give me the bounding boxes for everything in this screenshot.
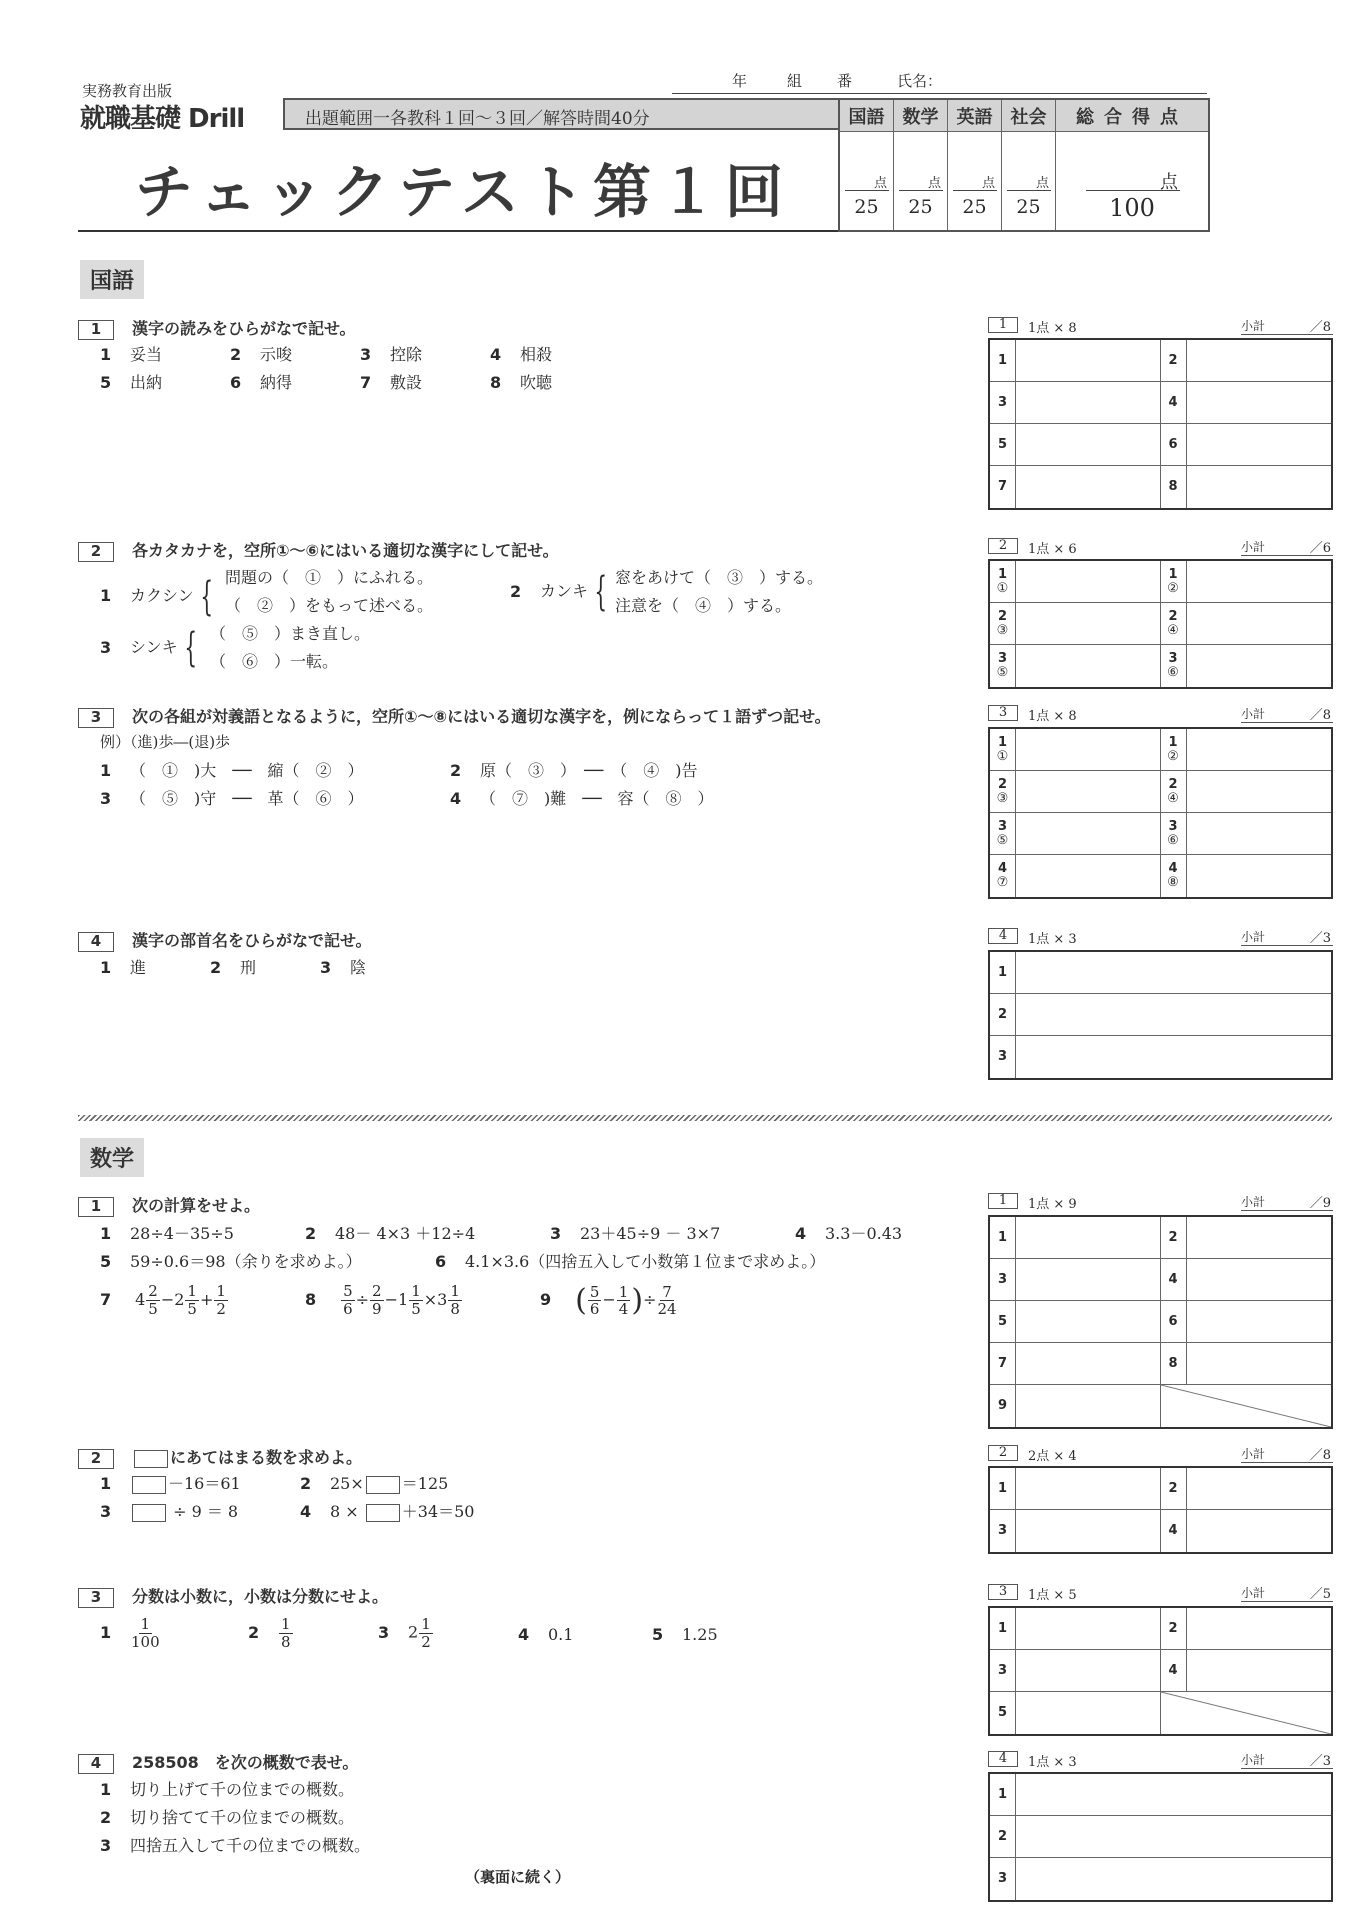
answer-input[interactable]: [1016, 340, 1161, 382]
max-score: 25: [1016, 196, 1041, 218]
answer-input[interactable]: [1187, 424, 1332, 466]
question-prompt: 漢字の読みをひらがなで記せ。: [132, 319, 356, 338]
math-expression: ( $\frac{5}{6}$ − $\frac{1}{4}$ )÷ $\frac{7}{24}$: [575, 1282, 677, 1318]
max-score: 25: [962, 196, 987, 218]
score-header-shakai: 社会: [1002, 100, 1056, 132]
answer-input[interactable]: [1016, 1510, 1161, 1552]
answer-input[interactable]: [1187, 771, 1332, 813]
publisher-name: 実務教育出版: [82, 82, 173, 100]
answer-input[interactable]: [1016, 424, 1161, 466]
list-item: 3 控除: [360, 345, 423, 364]
answer-input[interactable]: [1016, 1774, 1331, 1816]
list-item: 2 $\frac{1}{8}$: [248, 1615, 291, 1651]
answer-input[interactable]: [1016, 1301, 1161, 1343]
blank-box: [132, 1504, 166, 1522]
blank-box: [132, 1476, 166, 1494]
answer-input[interactable]: [1187, 1259, 1332, 1301]
answer-input[interactable]: [1187, 1343, 1332, 1385]
question-prompt: 分数は小数に，小数は分数にせよ。: [132, 1587, 389, 1606]
year-label: 年: [732, 72, 748, 90]
score-header-kokugo: 国語: [840, 100, 894, 132]
question-prompt: 次の計算をせよ。: [132, 1196, 261, 1215]
question-heading: [78, 1750, 358, 1774]
unit-label: 点: [1035, 176, 1049, 191]
list-item: 3 23＋45÷9 － 3×7: [550, 1224, 721, 1243]
question-number: 1: [78, 320, 114, 340]
section-divider: [78, 1115, 1332, 1121]
fraction: $\frac{1}{100}$: [131, 1615, 160, 1651]
answer-input[interactable]: [1187, 645, 1332, 687]
score-cell-sugaku[interactable]: [894, 132, 948, 230]
answer-input[interactable]: [1187, 855, 1332, 897]
list-item: 2 刑: [210, 958, 257, 977]
list-item: 1 切り上げて千の位までの概数。: [100, 1780, 355, 1799]
answer-header: 4 1点 × 3 小計 ／3: [988, 1751, 1333, 1769]
list-item: 7 4 $\frac{2}{5}$ −2 $\frac{1}{5}$ + $\frac{1}{2}$: [100, 1283, 229, 1317]
score-cell-kokugo[interactable]: [840, 132, 894, 230]
answer-input[interactable]: [1016, 603, 1161, 645]
score-header-total: 総合得点: [1056, 100, 1208, 132]
unit-label: 点: [873, 176, 887, 191]
list-item: 1 妥当: [100, 345, 163, 364]
blank-cell: [1161, 1692, 1332, 1734]
answer-input[interactable]: [1016, 561, 1161, 603]
list-item: 9 ( $\frac{5}{6}$ − $\frac{1}{4}$ )÷ $\frac{7}{24}$: [540, 1282, 677, 1318]
list-item: 8 $\frac{5}{6}$ ÷ $\frac{2}{9}$ −1 $\frac{1}{5}$ ×3 $\frac{1}{8}$: [305, 1283, 463, 1317]
score-cell-total[interactable]: [1056, 132, 1208, 230]
question-prompt: 各カタカナを，空所①～⑥にはいる適切な漢字にして記せ。: [132, 541, 559, 560]
brand-logo: 就職基礎 Drill: [80, 104, 245, 134]
list-item: 6 4.1×3.6（四捨五入して小数第１位まで求めよ。）: [435, 1252, 826, 1271]
answer-input[interactable]: [1187, 1650, 1332, 1692]
answer-grid-sugaku-3: 1 2 3 4 5: [988, 1606, 1333, 1736]
list-item: 2 カンキ {: [510, 569, 608, 615]
list-item: 4 8 × ＋34＝50: [300, 1502, 475, 1521]
unit-label: 点: [1160, 172, 1178, 193]
answer-header: 1 1点 × 9 小計 ／9: [988, 1193, 1333, 1211]
answer-input[interactable]: [1016, 1217, 1161, 1259]
score-table: [838, 98, 1210, 232]
max-score: 25: [854, 196, 879, 218]
question-heading: [78, 928, 372, 952]
list-item: 2 25× ＝125: [300, 1474, 449, 1493]
answer-input[interactable]: [1016, 952, 1331, 994]
score-cell-eigo[interactable]: [948, 132, 1002, 230]
example-text: 例）（進)歩―(退)歩: [100, 733, 231, 751]
unit-label: 点: [927, 176, 941, 191]
page-title: チェックテスト第１回: [135, 158, 791, 226]
answer-input[interactable]: [1016, 1650, 1161, 1692]
answer-input[interactable]: [1016, 382, 1161, 424]
fraction: $\frac{1}{8}$: [281, 1615, 291, 1651]
blank-box: [134, 1450, 168, 1468]
answer-grid-sugaku-2: 1 2 3 4: [988, 1466, 1333, 1554]
answer-input[interactable]: [1016, 1036, 1331, 1078]
list-item: 2 48－ 4×3 ＋12÷4: [305, 1224, 476, 1243]
list-item: 4 相殺: [490, 345, 553, 364]
answer-input[interactable]: [1016, 855, 1161, 897]
list-item: 3 2 $\frac{1}{2}$: [378, 1615, 431, 1651]
question-heading: [78, 316, 356, 340]
unit-label: 点: [981, 176, 995, 191]
answer-input[interactable]: [1016, 1343, 1161, 1385]
list-item: 2 示唆: [230, 345, 293, 364]
fraction: $\frac{1}{2}$: [421, 1615, 431, 1651]
answer-input[interactable]: [1016, 466, 1161, 508]
blank-cell: [1161, 1385, 1332, 1427]
list-item: 3 陰: [320, 958, 367, 977]
answer-header: 2 2点 × 4 小計 ／8: [988, 1445, 1333, 1463]
answer-grid-sugaku-1: 1 2 3 4 5 6 7 8 9: [988, 1215, 1333, 1429]
answer-input[interactable]: [1187, 1608, 1332, 1650]
question-heading: [78, 1193, 260, 1217]
answer-header: 4 1点 × 3 小計 ／3: [988, 928, 1333, 946]
list-item: 4 3.3－0.43: [795, 1224, 903, 1243]
list-item: 3 （ ⑤ )守 ── 革（ ⑥ ）: [100, 789, 364, 808]
answer-input[interactable]: [1016, 729, 1161, 771]
answer-header: 2 1点 × 6 小計 ／6: [988, 538, 1333, 556]
list-item: 2 切り捨てて千の位までの概数。: [100, 1808, 355, 1827]
score-header-eigo: 英語: [948, 100, 1002, 132]
answer-grid-sugaku-4: 1 2 3: [988, 1772, 1333, 1902]
answer-input[interactable]: [1187, 603, 1332, 645]
list-item: 8 吹聴: [490, 373, 553, 392]
blank-box: [366, 1476, 400, 1494]
math-expression: 4 $\frac{2}{5}$ −2 $\frac{1}{5}$ + $\frac{1}{2}$: [135, 1282, 226, 1318]
math-expression: $\frac{5}{6}$ ÷ $\frac{2}{9}$ −1 $\frac{1}{5}$ ×3 $\frac{1}{8}$: [343, 1282, 460, 1318]
answer-input[interactable]: [1016, 1259, 1161, 1301]
answer-input[interactable]: [1187, 1510, 1332, 1552]
name-field[interactable]: [672, 70, 1207, 94]
list-item: 1 28÷4－35÷5: [100, 1224, 234, 1243]
continued-note: （裏面に続く）: [465, 1868, 571, 1886]
list-item: 5 59÷0.6＝98（余りを求めよ。）: [100, 1252, 362, 1271]
answer-input[interactable]: [1016, 813, 1161, 855]
answer-input[interactable]: [1187, 1301, 1332, 1343]
answer-grid-kokugo-3: 1 ① 1 ② 2 ③ 2 ④ 3 ⑤ 3 ⑥ 4 ⑦ 4 ⑧: [988, 727, 1333, 899]
answer-input[interactable]: [1016, 645, 1161, 687]
list-item: 3 ÷ 9 ＝ 8: [100, 1502, 239, 1521]
list-item: 5 出納: [100, 373, 163, 392]
question-prompt: 漢字の部首名をひらがなで記せ。: [132, 931, 372, 950]
name-label: 氏名：: [897, 72, 943, 90]
answer-input[interactable]: [1016, 1608, 1161, 1650]
list-item: 4 0.1: [518, 1625, 574, 1644]
question-prompt: 次の各組が対義語となるように，空所①～⑧にはいる適切な漢字を，例にならって１語ずつ記せ。: [132, 707, 831, 726]
question-number: 2: [78, 542, 114, 562]
answer-input[interactable]: [1016, 1692, 1161, 1734]
question-prompt: 258508 を次の概数で表せ。: [132, 1753, 359, 1772]
list-item: 6 納得: [230, 373, 293, 392]
answer-header: 3 1点 × 8 小計 ／8: [988, 705, 1333, 723]
answer-header: 3 1点 × 5 小計 ／5: [988, 1584, 1333, 1602]
answer-input[interactable]: [1016, 994, 1331, 1036]
list-item: 1 （ ① )大 ── 縮（ ② ）: [100, 761, 364, 780]
answer-input[interactable]: [1187, 382, 1332, 424]
class-label: 組: [787, 72, 803, 90]
answer-input[interactable]: [1187, 813, 1332, 855]
answer-input[interactable]: [1016, 1858, 1331, 1900]
question-number: 1: [78, 1197, 114, 1217]
list-item: 1 －16＝61: [100, 1474, 241, 1493]
blank-box: [366, 1504, 400, 1522]
list-item: 3 四捨五入して千の位までの概数。: [100, 1836, 371, 1855]
list-item: 3 シンキ {: [100, 625, 197, 671]
list-item: 4 （ ⑦ )難 ── 容（ ⑧ ）: [450, 789, 714, 808]
question-prompt: にあてはまる数を求めよ。: [170, 1448, 363, 1467]
answer-input[interactable]: [1187, 729, 1332, 771]
question-heading: [78, 1584, 388, 1608]
answer-input[interactable]: [1187, 466, 1332, 508]
question-number: 3: [78, 708, 114, 728]
answer-input[interactable]: [1016, 771, 1161, 813]
scope-bar: 出題範囲一各教科１回～３回／解答時間40分: [283, 98, 843, 130]
answer-input[interactable]: [1187, 340, 1332, 382]
answer-grid-kokugo-2: 1 ① 1 ② 2 ③ 2 ④ 3 ⑤ 3 ⑥: [988, 559, 1333, 689]
max-score: 100: [1109, 194, 1155, 222]
answer-input[interactable]: [1187, 561, 1332, 603]
answer-input[interactable]: [1187, 1468, 1332, 1510]
answer-grid-kokugo-4: 1 2 3: [988, 950, 1333, 1080]
section-tag-kokugo: 国語: [80, 260, 144, 299]
answer-header: 1 1点 × 8 小計 ／8: [988, 317, 1333, 335]
number-label: 番: [837, 72, 853, 90]
list-item: 1 $\frac{1}{100}$: [100, 1615, 160, 1651]
list-item: 2 原（ ③ ） ── （ ④ )告: [450, 761, 698, 780]
score-header-sugaku: 数学: [894, 100, 948, 132]
question-number: 2: [78, 1449, 114, 1469]
answer-input[interactable]: [1187, 1217, 1332, 1259]
section-tag-sugaku: 数学: [80, 1138, 144, 1177]
list-item: 7 敷設: [360, 373, 423, 392]
question-number: 4: [78, 932, 114, 952]
answer-input[interactable]: [1016, 1385, 1161, 1427]
list-item: 1 進: [100, 958, 147, 977]
max-score: 25: [908, 196, 933, 218]
list-item: 5 1.25: [652, 1625, 718, 1644]
question-heading: [78, 538, 559, 562]
question-heading: [78, 704, 831, 728]
question-number: 4: [78, 1754, 114, 1774]
question-number: 3: [78, 1588, 114, 1608]
question-heading: [78, 1445, 362, 1469]
title-divider: [78, 230, 843, 232]
score-cell-shakai[interactable]: [1002, 132, 1056, 230]
list-item: 1 カクシン {: [100, 573, 213, 620]
answer-input[interactable]: [1016, 1468, 1161, 1510]
answer-input[interactable]: [1016, 1816, 1331, 1858]
answer-grid-kokugo-1: 1 2 3 4 5 6 7 8: [988, 338, 1333, 510]
